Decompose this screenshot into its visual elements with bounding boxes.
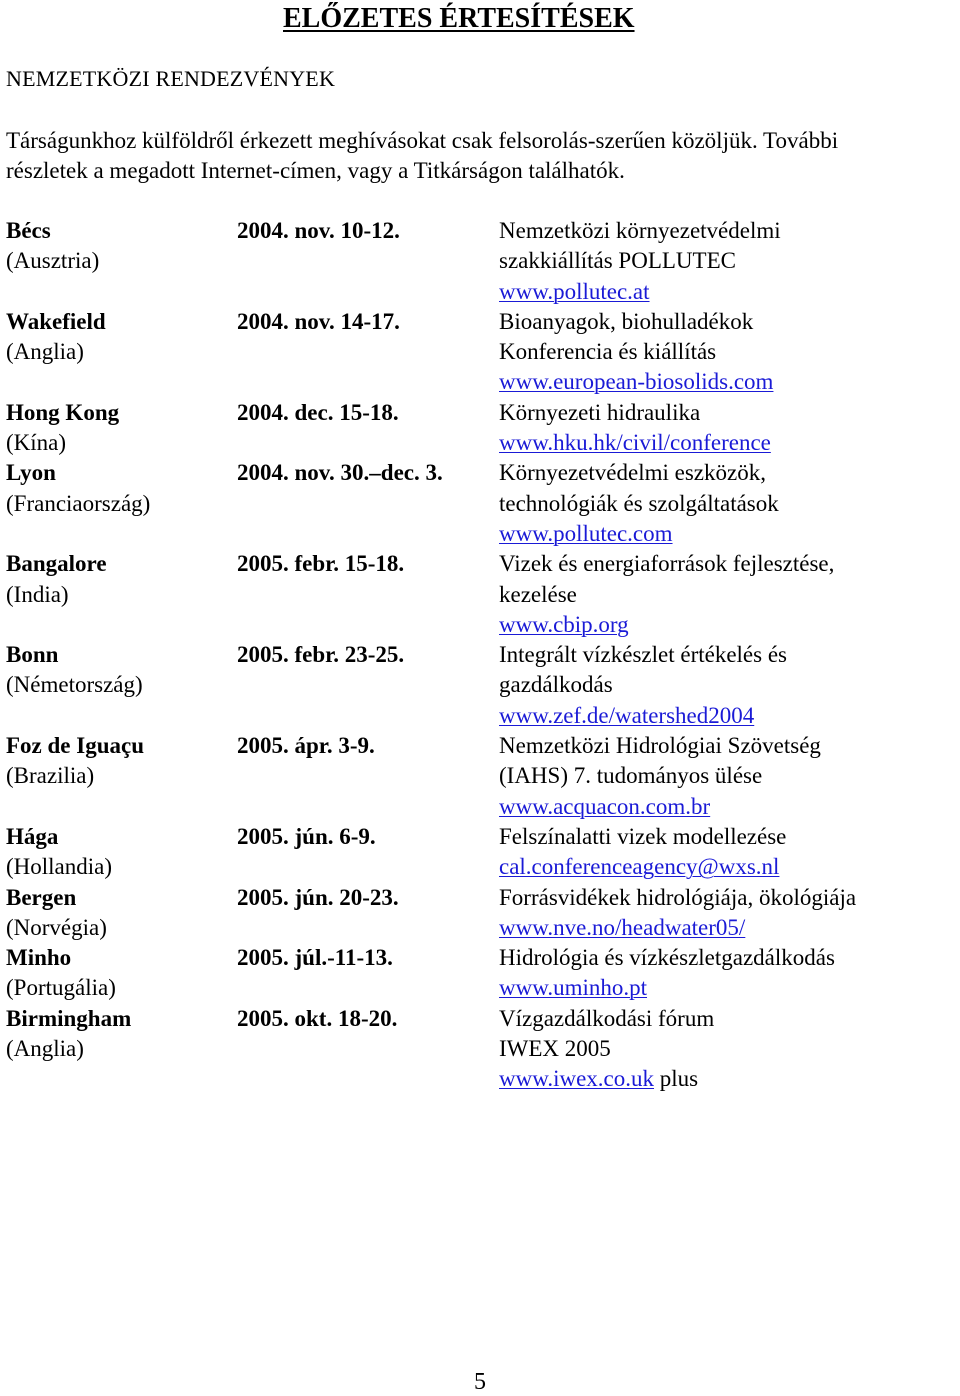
event-row (0, 549, 960, 640)
event-link-line (499, 852, 959, 882)
event-city: Bangalore (6, 551, 107, 577)
event-description-line: Vizek és energiaforrások fejlesztése, (499, 551, 835, 577)
event-link-line (499, 277, 959, 307)
event-country: (Ausztria) (6, 248, 100, 274)
event-country: (Németország) (6, 672, 143, 698)
event-city: Foz de Iguaçu (6, 733, 144, 759)
event-description-line: Bioanyagok, biohulladékok (499, 308, 754, 334)
event-row (0, 307, 960, 398)
event-place (6, 398, 119, 459)
event-description (499, 640, 959, 731)
event-row (0, 943, 960, 1004)
event-link-line (499, 792, 959, 822)
event-date: 2005. okt. 18-20. (237, 1005, 398, 1031)
event-description (499, 883, 959, 944)
event-description (499, 307, 959, 398)
event-description (499, 822, 959, 883)
event-link[interactable]: www.uminho.pt (499, 975, 648, 1001)
event-description (499, 458, 959, 549)
event-place (6, 216, 99, 277)
event-country: (Kína) (6, 430, 67, 456)
event-link[interactable]: www.zef.de/watershed2004 (499, 702, 755, 728)
event-link[interactable]: www.european-biosolids.com (499, 369, 774, 395)
event-description (499, 731, 959, 822)
event-place (6, 1004, 131, 1065)
intro-line: Társágunkhoz külföldről érkezett meghívásokat csak felsorolás-szerűen közöljük. További (6, 128, 839, 153)
event-description-line: Környezeti hidraulika (499, 399, 701, 425)
event-place (6, 549, 107, 610)
event-date: 2004. nov. 10-12. (237, 218, 400, 243)
event-row (0, 1004, 960, 1095)
event-description-line: Konferencia és kiállítás (499, 339, 717, 365)
event-row (0, 216, 960, 307)
event-place (6, 640, 143, 701)
event-link-line (499, 701, 959, 731)
event-country: (Hollandia) (6, 854, 113, 880)
section-heading: NEMZETKÖZI RENDEZVÉNYEK (6, 66, 336, 91)
event-description-line: kezelése (499, 581, 577, 607)
event-city: Bonn (6, 642, 59, 668)
event-description-line: (IAHS) 7. tudományos ülése (499, 763, 763, 789)
event-place (6, 943, 116, 1004)
event-country: (India) (6, 581, 69, 607)
event-link-line (499, 428, 959, 458)
event-description-line: gazdálkodás (499, 672, 613, 698)
event-country: (Portugália) (6, 975, 116, 1001)
event-place (6, 731, 144, 792)
event-city: Hága (6, 823, 59, 849)
event-place (6, 307, 106, 368)
event-link-line (499, 913, 959, 943)
event-city: Lyon (6, 460, 56, 486)
page-number: 5 (474, 1369, 486, 1395)
event-row (0, 822, 960, 883)
event-link[interactable]: www.hku.hk/civil/conference (499, 430, 771, 456)
event-description-line: Nemzetközi környezetvédelmi (499, 218, 781, 243)
event-place (6, 883, 107, 944)
event-link-suffix: plus (654, 1066, 699, 1092)
event-date: 2005. febr. 15-18. (237, 551, 405, 577)
event-link-line (499, 519, 959, 549)
event-link[interactable]: www.pollutec.at (499, 278, 650, 304)
event-link-line (499, 1064, 959, 1094)
event-country: (Anglia) (6, 1036, 84, 1062)
event-description-line: Környezetvédelmi eszközök, (499, 460, 766, 486)
event-row (0, 640, 960, 731)
event-description (499, 549, 959, 640)
event-city: Bergen (6, 884, 77, 910)
event-date: 2005. febr. 23-25. (237, 642, 405, 668)
event-description-line: Nemzetközi Hidrológiai Szövetség (499, 733, 821, 759)
event-description (499, 398, 959, 459)
event-description-line: szakkiállítás POLLUTEC (499, 248, 736, 274)
event-city: Birmingham (6, 1005, 132, 1031)
event-country: (Brazilia) (6, 763, 95, 789)
event-link[interactable]: cal.conferenceagency@wxs.nl (499, 854, 780, 880)
event-link[interactable]: www.cbip.org (499, 611, 629, 637)
event-row (0, 458, 960, 549)
event-country: (Norvégia) (6, 914, 107, 940)
event-row (0, 883, 960, 944)
event-date: 2005. ápr. 3-9. (237, 733, 375, 759)
event-date: 2004. dec. 15-18. (237, 399, 399, 425)
event-city: Wakefield (6, 308, 106, 334)
event-link[interactable]: www.pollutec.com (499, 520, 673, 546)
event-date: 2004. nov. 30.–dec. 3. (237, 460, 443, 486)
event-link[interactable]: www.iwex.co.uk (499, 1066, 655, 1092)
page-title: ELŐZETES ÉRTESÍTÉSEK (283, 3, 635, 34)
event-description-line: Forrásvidékek hidrológiája, ökológiája (499, 884, 857, 910)
event-link[interactable]: www.nve.no/headwater05/ (499, 914, 746, 940)
event-country: (Anglia) (6, 339, 84, 365)
event-date: 2005. júl.-11-13. (237, 945, 393, 971)
event-date: 2005. jún. 20-23. (237, 884, 399, 910)
event-description-line: Integrált vízkészlet értékelés és (499, 642, 787, 668)
event-description-line: IWEX 2005 (499, 1036, 611, 1062)
event-city: Bécs (6, 218, 51, 243)
event-place (6, 822, 112, 883)
event-country: (Franciaország) (6, 490, 151, 516)
event-link[interactable]: www.acquacon.com.br (499, 793, 711, 819)
event-city: Hong Kong (6, 399, 120, 425)
event-row (0, 398, 960, 459)
event-description-line: Felszínalatti vizek modellezése (499, 823, 787, 849)
event-link-line (499, 367, 959, 397)
events-list (0, 216, 960, 1095)
event-place (6, 458, 150, 519)
intro-paragraph (6, 126, 956, 186)
event-link-line (499, 610, 959, 640)
intro-line: részletek a megadott Internet-címen, vagy a Titkárságon találhatók. (6, 158, 625, 183)
event-description (499, 216, 959, 307)
event-description (499, 943, 959, 1004)
event-description-line: Vízgazdálkodási fórum (499, 1005, 715, 1031)
event-date: 2004. nov. 14-17. (237, 308, 400, 334)
event-link-line (499, 973, 959, 1003)
event-date: 2005. jún. 6-9. (237, 823, 376, 849)
event-row (0, 731, 960, 822)
event-description-line: Hidrológia és vízkészletgazdálkodás (499, 945, 835, 971)
event-city: Minho (6, 945, 72, 971)
event-description-line: technológiák és szolgáltatások (499, 490, 779, 516)
event-description (499, 1004, 959, 1095)
